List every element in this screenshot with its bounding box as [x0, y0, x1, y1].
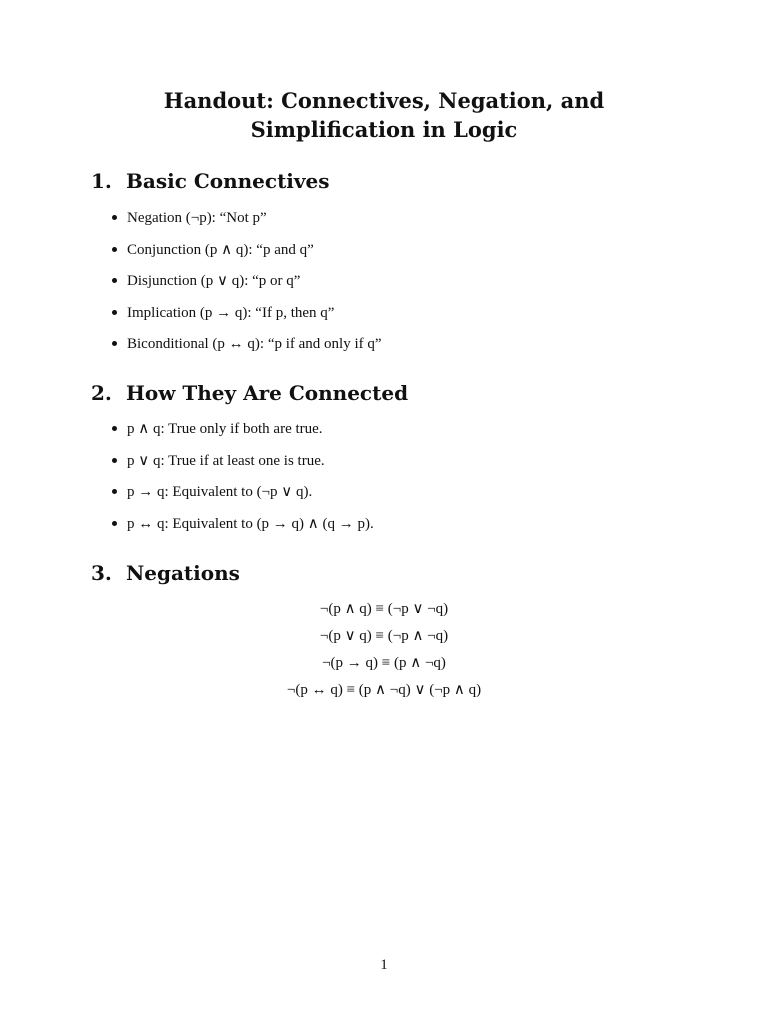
list-item-text: Negation (¬p): “Not p” — [127, 210, 267, 226]
page-number: 1 — [380, 957, 388, 973]
section-title: Basic Connectives — [125, 169, 330, 193]
section-number: 1. — [91, 169, 112, 193]
section-number: 3. — [91, 561, 112, 585]
bullet-icon — [112, 247, 117, 252]
equation: ¬(p ↔ q) ≡ (p ∧ ¬q) ∨ (¬p ∧ q) — [286, 682, 482, 698]
list-item-text: p ↔ q: Equivalent to (p → q) ∧ (q → p). — [127, 515, 374, 532]
page-title: Handout: Connectives, Negation, and Simplification in Logic — [163, 88, 605, 142]
bullet-icon — [112, 341, 117, 346]
bullet-icon — [112, 426, 117, 431]
section-title: Negations — [125, 561, 240, 585]
list-item-text: p → q: Equivalent to (¬p ∨ q). — [127, 484, 313, 501]
bullet-icon — [112, 278, 117, 283]
section-heading-negations — [91, 560, 240, 586]
list-item-text: Disjunction (p ∨ q): “p or q” — [127, 273, 301, 290]
equation: ¬(p → q) ≡ (p ∧ ¬q) — [322, 655, 446, 671]
section-heading-basic-connectives — [91, 168, 330, 194]
list-item-text: p ∨ q: True if at least one is true. — [127, 452, 325, 469]
list-item-text: Implication (p → q): “If p, then q” — [127, 304, 335, 321]
bullet-icon — [112, 310, 117, 315]
bullet-icon — [112, 521, 117, 526]
list-item-text: Conjunction (p ∧ q): “p and q” — [127, 241, 314, 258]
negation-equations — [80, 599, 688, 707]
bullet-icon — [112, 458, 117, 463]
list-item-text: Biconditional (p ↔ q): “p if and only if q” — [127, 336, 382, 353]
equation: ¬(p ∧ q) ≡ (¬p ∨ ¬q) — [319, 601, 449, 617]
list-item-text: p ∧ q: True only if both are true. — [127, 421, 323, 437]
equation: ¬(p ∨ q) ≡ (¬p ∧ ¬q) — [319, 628, 449, 644]
bullet-icon — [112, 489, 117, 494]
section-title: How They Are Connected — [125, 381, 409, 405]
section-number: 2. — [91, 381, 112, 405]
section-heading-how-connected — [91, 380, 408, 406]
bullet-icon — [112, 215, 117, 220]
